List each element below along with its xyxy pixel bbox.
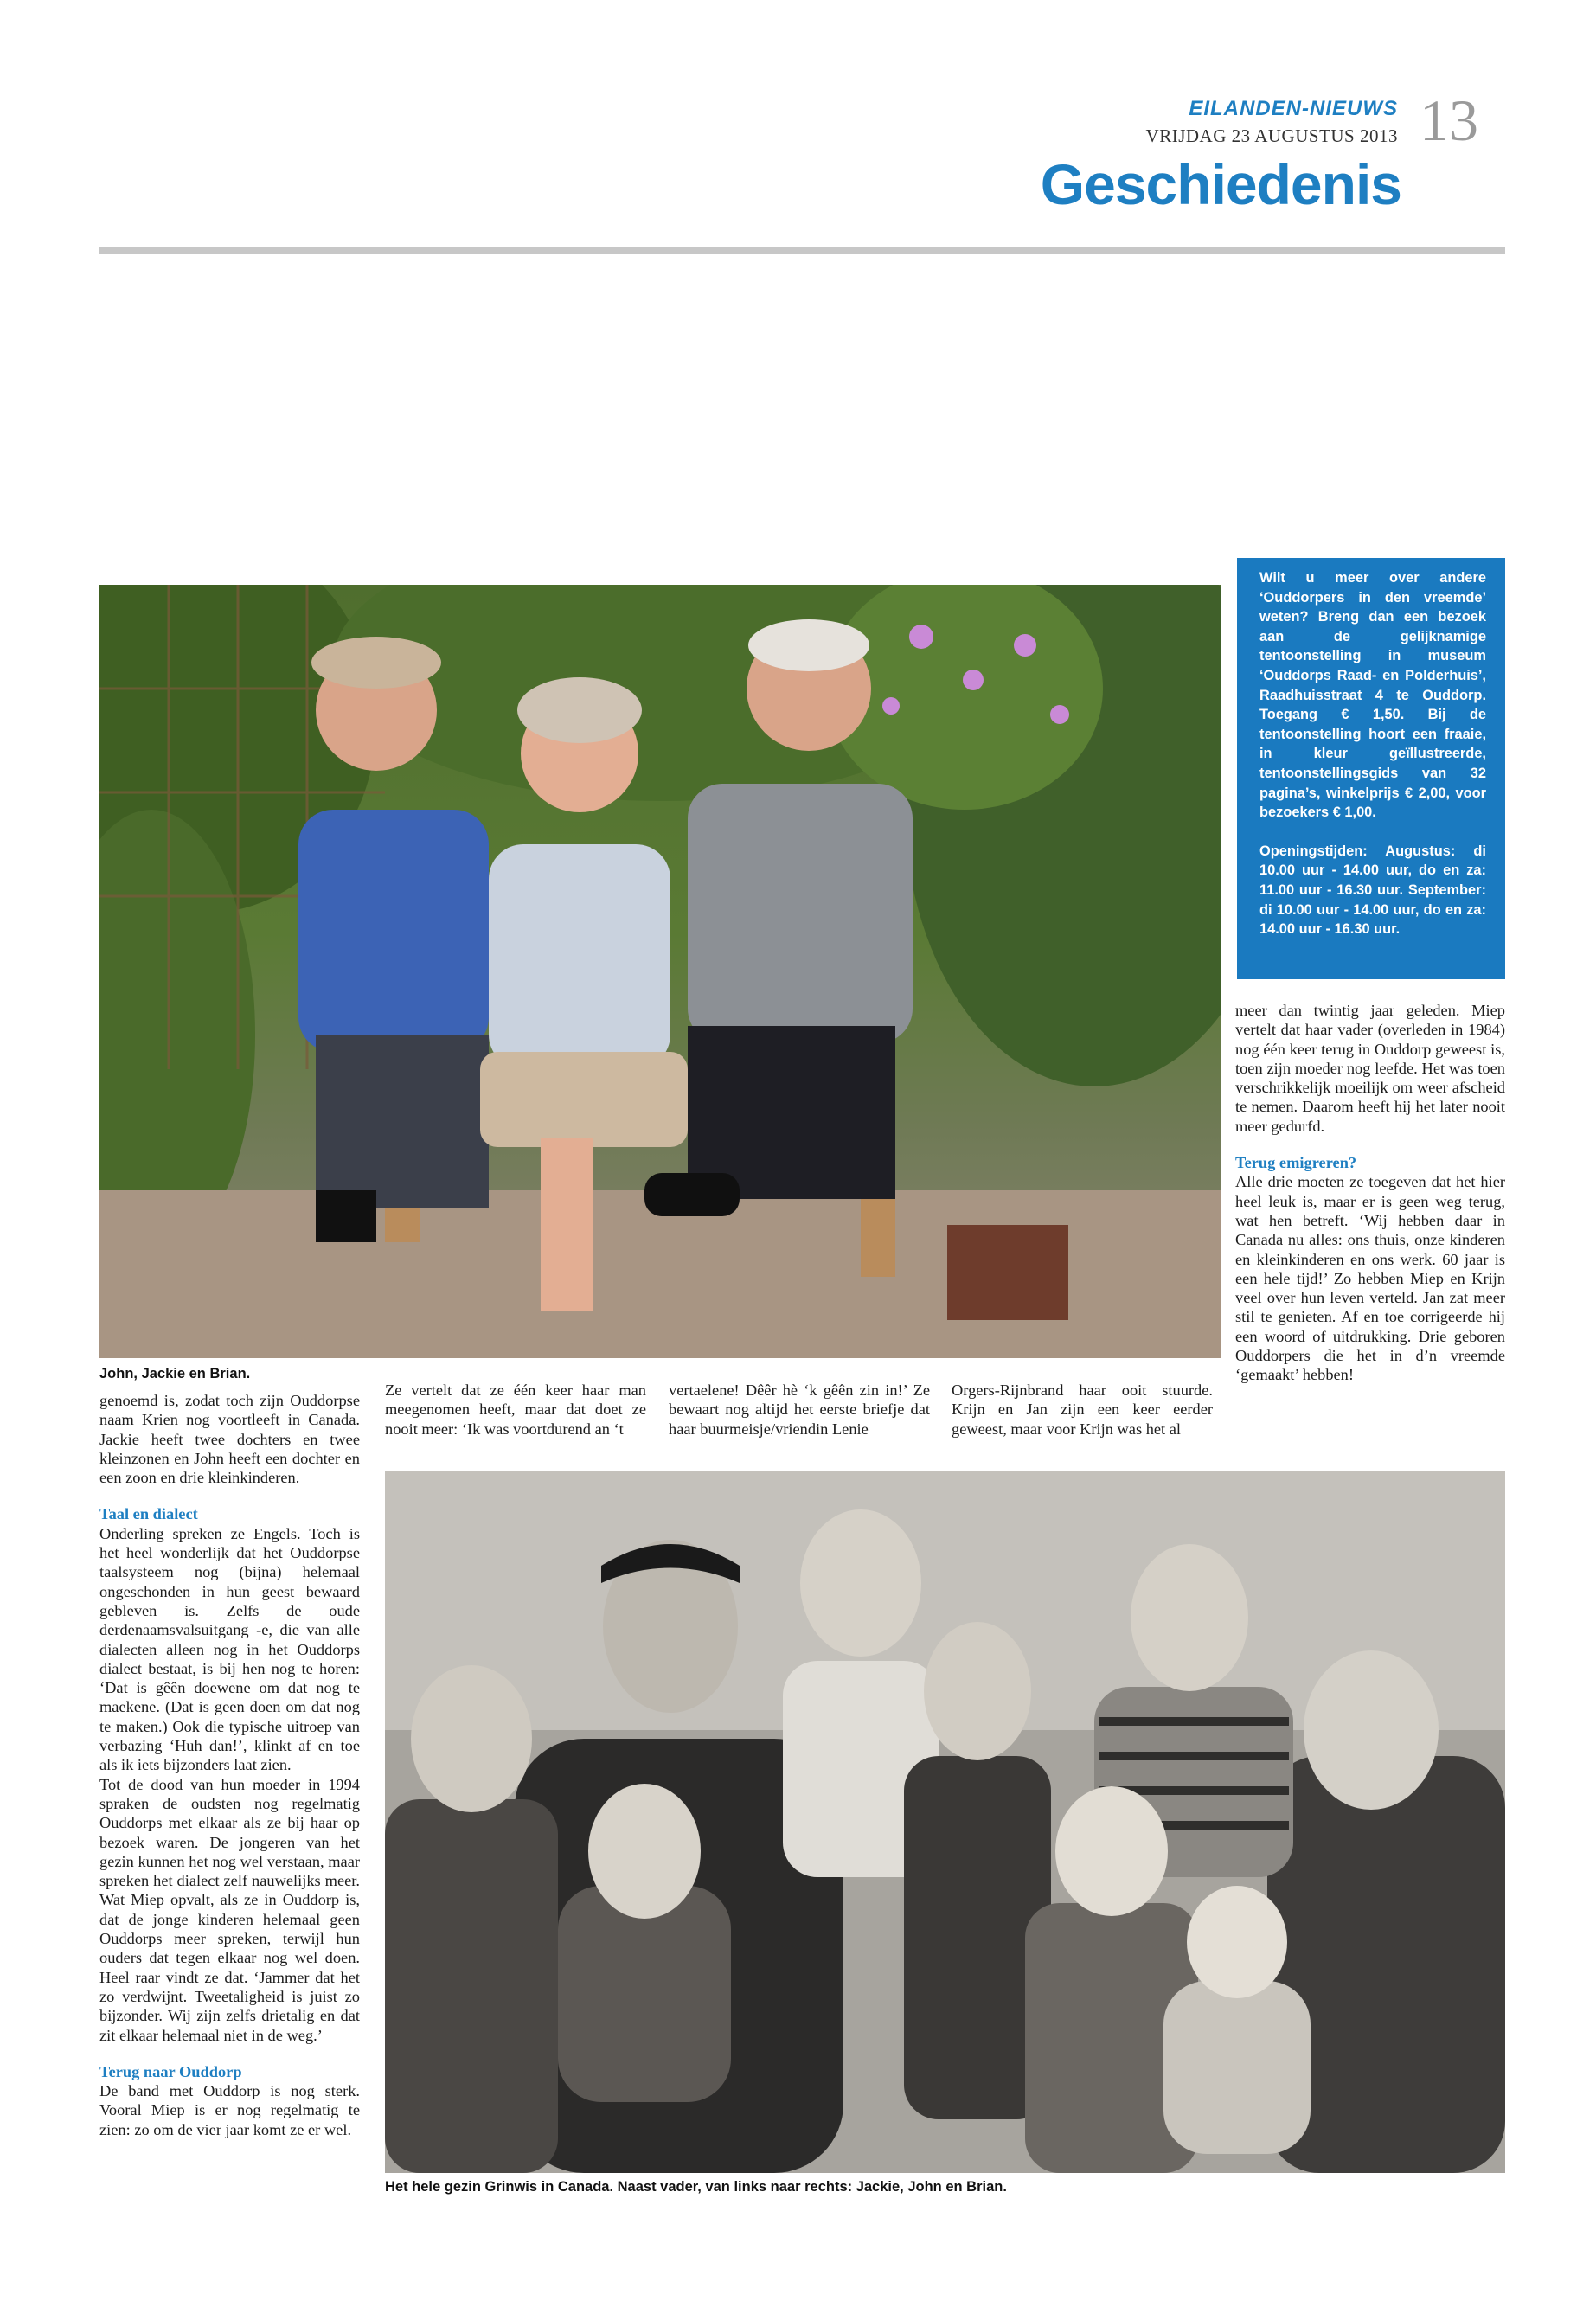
col2-text: Ze vertelt dat ze één keer haar man meegenomen heeft, maar dat doet ze nooit meer: ‘Ik was voortdurend an ‘t bbox=[385, 1381, 646, 1438]
bench-photo-illustration bbox=[99, 585, 1221, 1358]
opening-hours-paragraph: Openingstijden: Augustus: di 10.00 uur - 14.00 uur, do en za: 11.00 uur - 16.30 uur. September: di 10.00 uur - 14.00 uur, do en za: 14.00 uur - 16.30 uur. bbox=[1259, 843, 1486, 938]
col1-paragraph: De band met Ouddorp is nog sterk. Vooral Miep is er nog regelmatig te zien: zo om de vier jaar komt ze er wel. bbox=[99, 2082, 360, 2138]
issue-date: VRIJDAG 23 AUGUSTUS 2013 bbox=[1145, 125, 1398, 146]
bench-photo bbox=[99, 585, 1221, 1358]
col4-text: Orgers-Rijnbrand haar ooit stuurde. Krijn en Jan zijn een keer eerder geweest, maar voor Krijn was het al bbox=[952, 1381, 1213, 1438]
subhead-taal-en-dialect: Taal en dialect bbox=[99, 1505, 198, 1523]
article-column-2 bbox=[385, 1381, 646, 1439]
col5-intro: meer dan twintig jaar geleden. Miep vertelt dat haar vader (overleden in 1984) nog één keer terug in Ouddorp geweest is, toen zijn moeder nog leefde. Het was toen verschrikkelijk moeilijk om weer afscheid te nemen. Daarom heeft hij het later nooit meer gedurfd. bbox=[1235, 1002, 1505, 1135]
col1-paragraph: Tot de dood van hun moeder in 1994 spraken de oudsten nog regelmatig Ouddorps met elkaar als ze bij haar op bezoek waren. De jongeren van het gezin kunnen het nog wel verstaan, maar spreken het dialect zelf nauwelijks meer. Wat Miep opvalt, als ze in Ouddorp is, dat de jonge kinderen helemaal geen Ouddorps meer spreken, terwijl hun ouders dat tegen elkaar nog wel doen. Heel raar vindt ze dat. ‘Jammer dat het zo verdwijnt. Tweetaligheid is juist zo bijzonder. Wij zijn zelfs drietalig en dat zit elkaar helemaal niet in de weg.’ bbox=[99, 1775, 360, 2044]
info-paragraph: Wilt u meer over andere ‘Ouddorpers in den vreemde’ weten? Breng dan een bezoek aan de gelijknamige tentoonstelling in museum ‘Ouddorps Raad- en Polderhuis’, Raadhuisstraat 4 te Ouddorp. Toegang € 1,50. Bij de tentoonstelling hoort een fraaie, in kleur geïllustreerde, tentoonstellingsgids van 32 pagina’s, winkelprijs € 2,00, voor bezoekers € 1,00. bbox=[1259, 570, 1486, 821]
article-column-5 bbox=[1235, 1001, 1505, 1385]
section-title: Geschiedenis bbox=[1040, 152, 1401, 216]
exhibition-info-box bbox=[1237, 558, 1505, 979]
family-portrait-photo bbox=[385, 1471, 1505, 2173]
article-column-3 bbox=[669, 1381, 930, 1439]
header-divider bbox=[99, 247, 1505, 254]
col3-text: vertaelene! Dêêr hè ‘k gêên zin in!’ Ze bewaart nog altijd het eerste briefje dat haar buurmeisje/vriendin Lenie bbox=[669, 1381, 930, 1438]
article-column-1 bbox=[99, 1391, 360, 2139]
col1-intro: genoemd is, zodat toch zijn Ouddorpse naam Krien nog voortleeft in Canada. Jackie heeft twee dochters en twee kleinzonen en John heeft een dochter en een zoon en drie kleinkinderen. bbox=[99, 1392, 360, 1487]
article-column-4 bbox=[952, 1381, 1213, 1439]
newspaper-masthead: EILANDEN-NIEUWS bbox=[1189, 97, 1398, 120]
page-number: 13 bbox=[1420, 87, 1478, 153]
col1-paragraph: Onderling spreken ze Engels. Toch is het heel wonderlijk dat het Ouddorpse taalsysteem nog (bijna) helemaal ongeschonden in hun geest bewaard gebleven is. Zelfs de oude derdenaamsvalsuitgang -e, die van alle dialecten alleen nog in het Ouddorps dialect bestaat, is bij hen nog te horen: ‘Dat is gêên doewene om dat nog te maekene. (Dat is geen doen om dat nog te maken.) Ook die typische uitroep van verbazing ‘Huh dan!’, klinkt af en toe als ik iets bijzonders laat zien. bbox=[99, 1524, 360, 1774]
bench-photo-caption: John, Jackie en Brian. bbox=[99, 1366, 251, 1381]
family-portrait-illustration bbox=[385, 1471, 1505, 2173]
family-portrait-caption: Het hele gezin Grinwis in Canada. Naast vader, van links naar rechts: Jackie, John en Brian. bbox=[385, 2179, 1007, 2195]
col5-paragraph: Alle drie moeten ze toegeven dat het hier heel leuk is, maar er is geen weg terug, wat hen betreft. ‘Wij hebben daar in Canada nu alles: ons thuis, onze kinderen en kleinkinderen en ons werk. 60 jaar is een hele tijd!’ Zo hebben Miep en Krijn veel over hun leven verteld. Jan zat meer stil te genieten. Af en toe corrigeerde hij een woord of uitdrukking. Drie geboren Ouddorpers die het in d’n vreemde ‘gemaakt’ hebben! bbox=[1235, 1173, 1505, 1384]
subhead-terug-emigreren: Terug emigreren? bbox=[1235, 1154, 1357, 1172]
subhead-terug-naar-ouddorp: Terug naar Ouddorp bbox=[99, 2062, 242, 2080]
